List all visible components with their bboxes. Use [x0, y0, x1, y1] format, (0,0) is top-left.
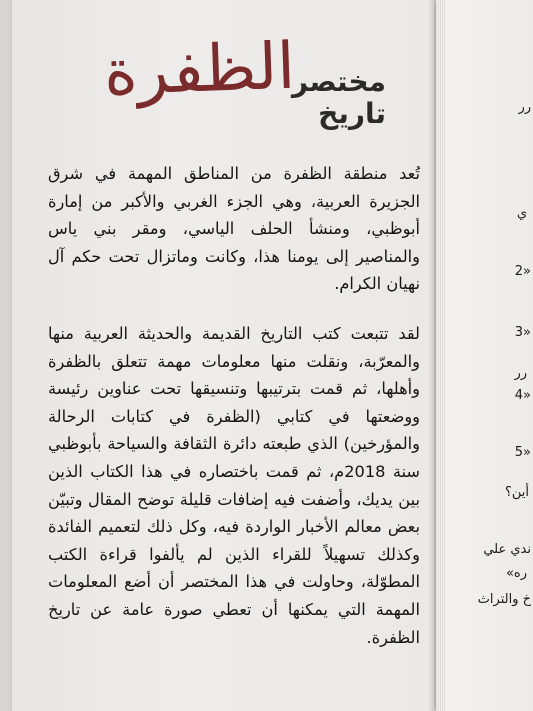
title-line-1: مختصر	[292, 65, 386, 98]
title-calligraphy: الظفرة	[102, 29, 297, 111]
page-edge	[436, 0, 446, 711]
page-snippet: «5	[514, 445, 531, 460]
book-title	[102, 29, 404, 158]
book-cover	[12, 0, 434, 711]
blurb-paragraph-1: تُعد منطقة الظفرة من المناطق المهمة في شرق الجزيرة العربية، وهي الجزء الغربي والأكبر من إمارة أبوظبي، ومنشأ الحلف الياسي، ومقر بني ياس والمناصير إلى يومنا هذا، وكانت وماتزال تحت حكم آل نهيان الكرام.	[48, 164, 420, 294]
page-snippet: ندي علي	[483, 542, 531, 557]
page-snippet: رر	[514, 366, 527, 381]
page-snippet: «2	[514, 264, 531, 279]
spine-shadow	[428, 0, 434, 711]
page-snippet: خ والتراث	[477, 592, 531, 607]
title-line-2: تاريخ	[318, 97, 386, 130]
page-snippet: «4	[514, 388, 531, 403]
blurb-paragraph-2: لقد تتبعت كتب التاريخ القديمة والحديثة العربية منها والمعرّبة، ونقلت منها معلومات مهمة تتعلق بالظفرة وأهلها، ثم قمت بترتيبها وتنسيقها تحت عناوين رئيسة ووضعتها في كتابي (الظفرة في كتابات الرحالة والمؤرخين) الذي طبعته دائرة الثقافة والسياحة بأبوظبي سنة 2018م، ثم قمت باختصاره في هذا الكتاب الذين بين يديك، وأضفت فيه إضافات قليلة توضح المقال وتبيّن بعض معالم الأخبار الواردة فيه، وكل ذلك لتعميم الفائدة وكذلك تسهيلاً للقراء الذين لم يألفوا قراءة الكتب المطوّلة، وحاولت في هذا المختصر أن أضع المعلومات المهمة التي يمكنها أن تعطي صورة عامة عن تاريخ الظفرة.	[48, 323, 420, 647]
page-snippet: رر	[518, 100, 531, 115]
title-text	[292, 66, 386, 130]
cover-blurb	[48, 160, 420, 651]
page-snippet: ره»	[505, 566, 527, 581]
page-snippet: ي	[516, 206, 527, 221]
page-snippet: «3	[514, 325, 531, 340]
adjacent-page	[436, 0, 533, 711]
page-snippet: أين؟	[504, 485, 529, 500]
